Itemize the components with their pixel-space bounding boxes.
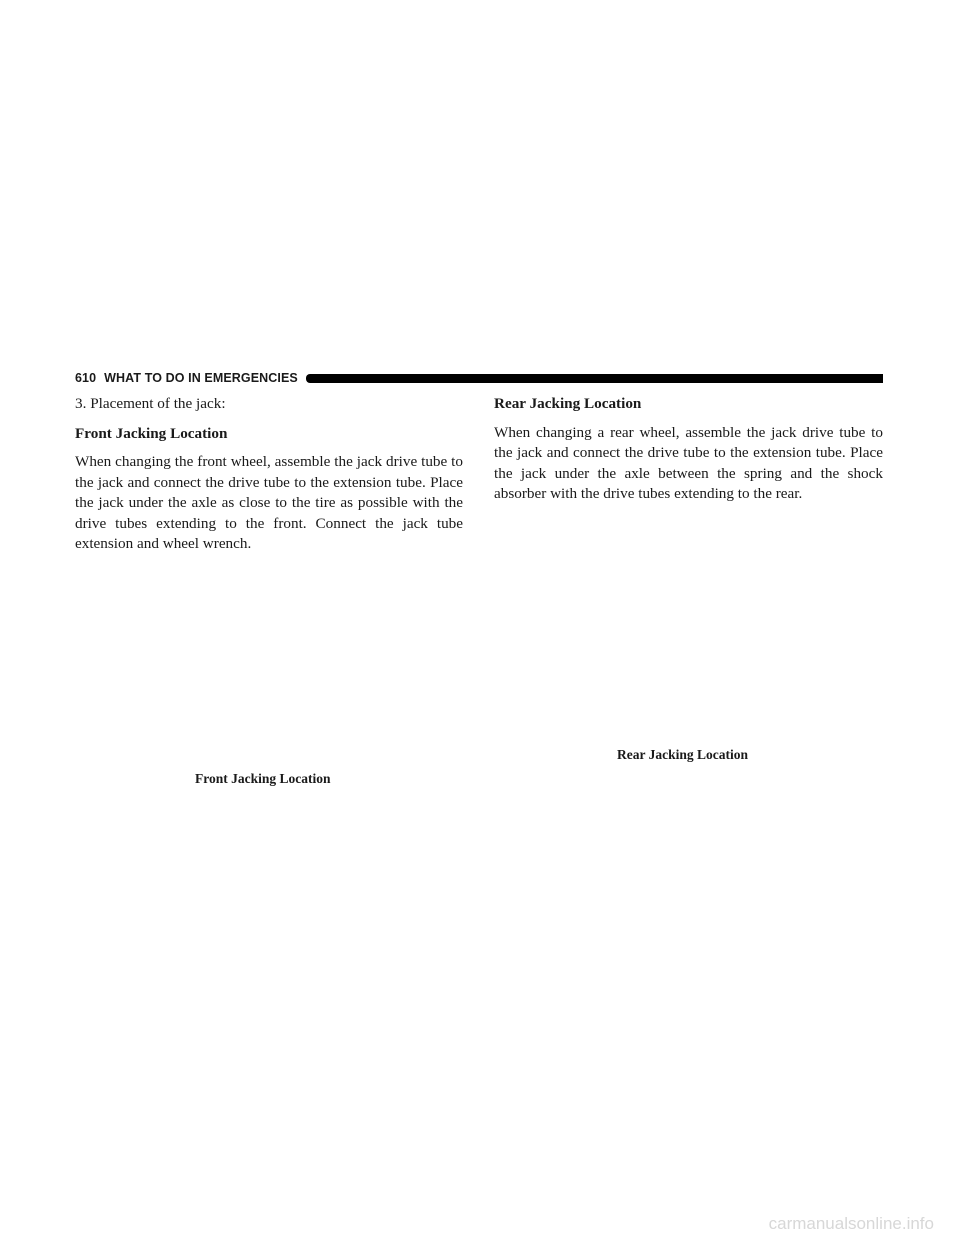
- left-column: [75, 392, 463, 555]
- rear-jacking-heading: Rear Jacking Location: [494, 395, 642, 412]
- front-jacking-body: When changing the front wheel, assemble the jack drive tube to the jack and connect the drive tube to the extension tube. Place the jack under the axle as close to the tire as possible with the drive tubes extending to the front. Connect the jack tube extension and wheel wrench.: [75, 453, 463, 552]
- step-text: 3. Placement of the jack:: [75, 395, 226, 412]
- front-jacking-heading: Front Jacking Location: [75, 424, 228, 442]
- section-title: WHAT TO DO IN EMERGENCIES: [104, 371, 298, 385]
- rear-figure-caption: Rear Jacking Location: [617, 747, 748, 762]
- rear-jacking-body: When changing a rear wheel, assemble the jack drive tube to the jack and connect the drive tube to the extension tube. Place the jack under the axle between the spring and the shock absorber with the drive tubes extending to the rear.: [494, 423, 883, 502]
- page-number: 610: [75, 371, 97, 385]
- watermark: carmanualsonline.info: [768, 1214, 934, 1233]
- right-column: [494, 392, 883, 505]
- page-header: [75, 369, 883, 387]
- front-figure-caption: Front Jacking Location: [195, 771, 331, 786]
- header-rule: [306, 374, 883, 383]
